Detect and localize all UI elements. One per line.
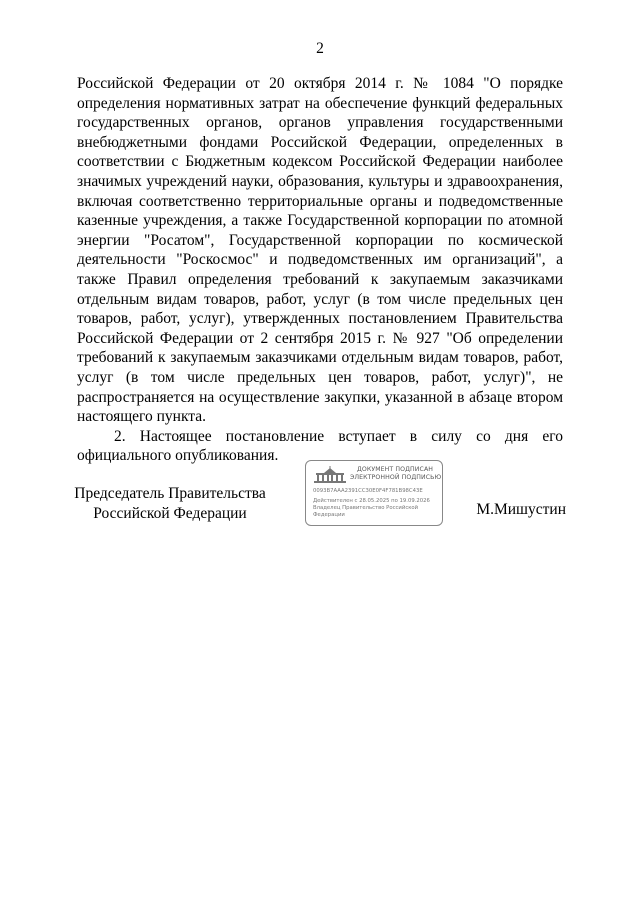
government-building-icon	[313, 466, 347, 484]
stamp-certificate: 0093B7AAA2391CC30E0F4F781B98C43E	[313, 488, 423, 494]
stamp-heading-line-2: ЭЛЕКТРОННОЙ ПОДПИСЬЮ	[350, 473, 442, 481]
signer-title-line-2: Российской Федерации	[93, 504, 247, 522]
paragraph-continuation: Российской Федерации от 20 октября 2014 г. № 1084 "О порядке определения нормативных затрат на обеспечение функций федеральных государственных органов, органов управления государственными внебюджетными фондами Российской Федерации, определенных в соответствии с Бюджетным кодексом Российской Федерации наиболее значимых учреждений науки, образования, культуры и здравоохранения, включая соответственно территориальные органы и подведомственные казенные учреждения, а также Государственной корпорации по атомной энергии "Росатом", Государственной корпорации по космической деятельности "Роскосмос" и подведомственных им организаций", а также Правил определения требований к закупаемым заказчиками отдельным видам товаров, работ, услуг (в том числе предельных цен товаров, работ, услуг), утвержденных постановлением Правительства Российской Федерации от 2 сентября 2015 г. № 927 "Об определении требований к закупаемым заказчиками отдельным видам товаров, работ, услуг (в том числе предельных цен товаров, работ, услуг)", не распространяется на осуществление закупки, указанной в абзаце втором настоящего пункта.	[77, 75, 563, 426]
signer-name: М.Мишустин	[476, 501, 566, 518]
stamp-heading	[350, 466, 440, 481]
signer-title-line-1: Председатель Правительства	[74, 485, 266, 502]
stamp-owner-line-1: Владелец Правительство Российской	[313, 505, 419, 511]
signer-title	[70, 484, 270, 523]
electronic-signature-stamp	[305, 460, 443, 526]
paragraph-2: 2. Настоящее постановление вступает в силу со дня его официального опубликования.	[77, 427, 563, 465]
stamp-owner-line-2: Федерации	[313, 512, 345, 518]
document-body	[77, 74, 563, 466]
stamp-heading-line-1: ДОКУМЕНТ ПОДПИСАН	[356, 466, 434, 473]
stamp-validity: Действителен с 28.05.2025 по 19.09.2026	[313, 498, 430, 504]
page-number: 2	[316, 40, 324, 57]
